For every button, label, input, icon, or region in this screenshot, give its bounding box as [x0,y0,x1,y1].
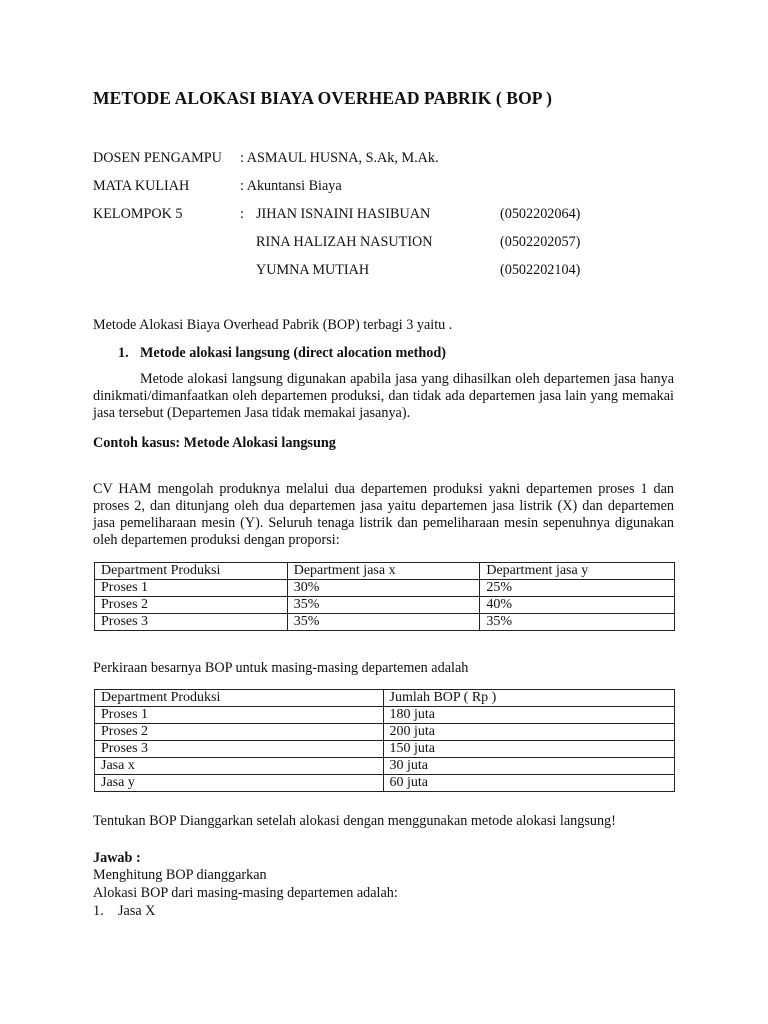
table-cell: 35% [287,597,480,614]
table-row [95,724,675,741]
table-cell: Jasa x [95,758,384,775]
table-header-row [95,563,675,580]
table-row [95,707,675,724]
method-number: 1. [118,345,129,361]
table-header-cell: Department jasa x [287,563,480,580]
table-cell: 200 juta [383,724,674,741]
table-header-cell: Department Produksi [95,690,384,707]
table-header-row [95,690,675,707]
table-header-cell: Department Produksi [95,563,288,580]
dosen-label: DOSEN PENGAMPU [93,150,222,166]
table-cell: 30% [287,580,480,597]
document-title: METODE ALOKASI BIAYA OVERHEAD PABRIK ( BOP ) [93,88,553,108]
question-text: Tentukan BOP Dianggarkan setelah alokasi dengan menggunakan metode alokasi langsung! [93,813,616,829]
kelompok-colon: : [240,206,244,222]
dosen-value: : ASMAUL HUSNA, S.Ak, M.Ak. [240,150,439,166]
member-name: RINA HALIZAH NASUTION [256,234,433,250]
answer-line: Menghitung BOP dianggarkan [93,867,267,883]
matkul-label: MATA KULIAH [93,178,190,194]
table-row [95,741,675,758]
table-cell: 30 juta [383,758,674,775]
table-row [95,614,675,631]
table-cell: Proses 2 [95,597,288,614]
table-cell: 60 juta [383,775,674,792]
answer-line: Alokasi BOP dari masing-masing departemen adalah: [93,885,398,901]
table-row [95,580,675,597]
intro-text: Metode Alokasi Biaya Overhead Pabrik (BOP) terbagi 3 yaitu . [93,317,453,333]
kelompok-label: KELOMPOK 5 [93,206,183,222]
table-cell: 150 juta [383,741,674,758]
table-cell: Proses 1 [95,580,288,597]
matkul-value: : Akuntansi Biaya [240,178,342,194]
case-text: CV HAM mengolah produknya melalui dua departemen produksi yakni departemen proses 1 dan proses 2, dan ditunjang oleh dua departemen jasa yaitu departemen jasa listrik (X) dan departemen jasa pemeliharaan mesin (Y). Seluruh tenaga listrik dan pemeliharaan mesin sepenuhnya digunakan oleh departemen produksi dengan proporsi: [93,481,674,549]
table-row [95,597,675,614]
table-cell: Proses 1 [95,707,384,724]
member-nim: (0502202057) [500,234,581,250]
table-cell: 35% [480,614,675,631]
table-cell: Proses 3 [95,741,384,758]
table-cell: Proses 3 [95,614,288,631]
answer-label: Jawab : [93,850,141,866]
method-description: Metode alokasi langsung digunakan apabila jasa yang dihasilkan oleh departemen jasa hanya dinikmati/dimanfaatkan oleh departemen produksi, dan tidak ada departemen jasa lain yang memakai jasa tersebut (Departemen Jasa tidak memakai jasanya). [93,371,674,422]
bop-table [94,689,675,792]
table-cell: 25% [480,580,675,597]
table-cell: 180 juta [383,707,674,724]
member-name: YUMNA MUTIAH [256,262,370,278]
table-cell: 40% [480,597,675,614]
proportion-table [94,562,675,631]
member-name: JIHAN ISNAINI HASIBUAN [256,206,431,222]
estimate-text: Perkiraan besarnya BOP untuk masing-masing departemen adalah [93,660,469,676]
answer-item-text: Jasa X [118,903,156,919]
table-header-cell: Department jasa y [480,563,675,580]
member-nim: (0502202104) [500,262,581,278]
table-cell: Jasa y [95,775,384,792]
case-heading: Contoh kasus: Metode Alokasi langsung [93,435,336,451]
answer-item-number: 1. [93,903,104,919]
member-nim: (0502202064) [500,206,581,222]
table-cell: Proses 2 [95,724,384,741]
table-header-cell: Jumlah BOP ( Rp ) [383,690,674,707]
table-cell: 35% [287,614,480,631]
table-row [95,758,675,775]
table-row [95,775,675,792]
method-heading: Metode alokasi langsung (direct alocation method) [140,345,446,361]
